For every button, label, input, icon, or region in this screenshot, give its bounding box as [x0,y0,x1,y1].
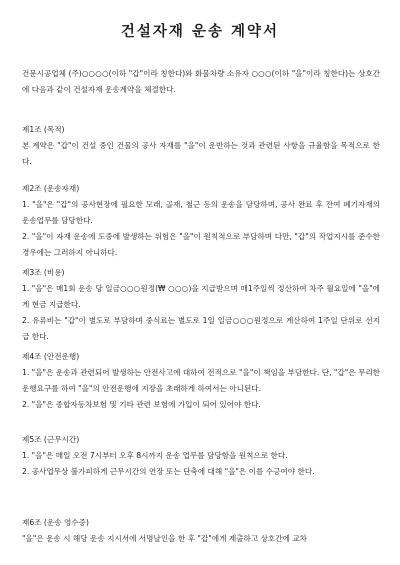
article-5 [22,432,380,480]
article-paragraph: "을"은 운송 시 해당 운송 지시서에 서명날인을 한 후 "갑"에게 제출하고 상호간에 교차 [22,534,308,543]
article-paragraph: 2. 공사업무상 불가피하게 근무시간의 연장 또는 단축에 대해 "을"은 이를 수긍여야 한다. [22,467,315,476]
article-paragraph: 1. "을"은 매일 오전 7시부터 오후 8시까지 운송 업무를 담당함을 원칙으로 한다. [22,451,288,460]
article-paragraph: 2. "을"은 종합자동차보험 및 기타 관련 보험에 가입이 되어 있어야 한다. [22,400,261,409]
intro-block [22,66,380,98]
intro-paragraph: 건문시공업체 (주)○○○○(이하 "갑"이라 칭한다)와 화물차량 소유자 ○○○(이하 "을"이라 칭한다)는 상호간에 다음과 같이 건설자재 운송계약을 체결한다. [22,69,380,94]
article-heading: 제2조 (운송자재) [22,184,80,193]
article-heading: 제1조 (목적) [22,125,65,134]
article-paragraph: 본 계약은 "갑"이 건설 중인 건물의 공사 자재를 "을"이 운반하는 것과 관련된 사항을 규율함을 목적으로 한다. [22,141,380,166]
article-paragraph: 1. "을"은 매1회 운송 당 일금○○○원정(₩ ○○○)을 지급받으며 매1주일씩 정산하여 차주 월요일에 "을"에게 현금 지급한다. [22,284,380,309]
article-heading: 제5조 (근무시간) [22,435,80,444]
article-paragraph: 2. 유류비는 "갑"이 별도로 부담하며 중식료는 별도로 1일 일금○○○원정으로 계산하여 1주일 단위로 선지급 한다. [22,316,380,341]
article-3 [22,265,380,345]
article-heading: 제6조 (운송 영수증) [22,518,89,527]
article-paragraph: 1. "을"은 "갑"의 공사현장에 필요한 모래, 골재, 철근 등의 운송을 담당하며, 공사 완료 후 잔여 폐기자재의 운송업무를 담당한다. [22,200,380,225]
document-title: 건설자재 운송 계약서 [120,24,280,40]
article-1 [22,122,380,170]
article-6 [22,515,380,547]
article-2 [22,181,380,261]
article-heading: 제3조 (비용) [22,268,65,277]
article-4 [22,349,380,413]
article-heading: 제4조 (안전운행) [22,352,80,361]
article-paragraph: 1. "을"은 운송과 관련되어 발생하는 안전사고에 대하여 전적으로 "을"이 책임을 부담한다. 단, "갑"은 무리한 운행요구를 하여 "을"의 안전운행에 지장을 초래하게 하여서는 아니된다. [22,368,380,393]
article-paragraph: 2. "을"이 자재 운송에 도중에 발생하는 위험은 "을"이 원칙적으로 부담하며 다만, "갑"의 작업지시를 준수한 경우에는 그러하지 아니하다. [22,232,380,257]
